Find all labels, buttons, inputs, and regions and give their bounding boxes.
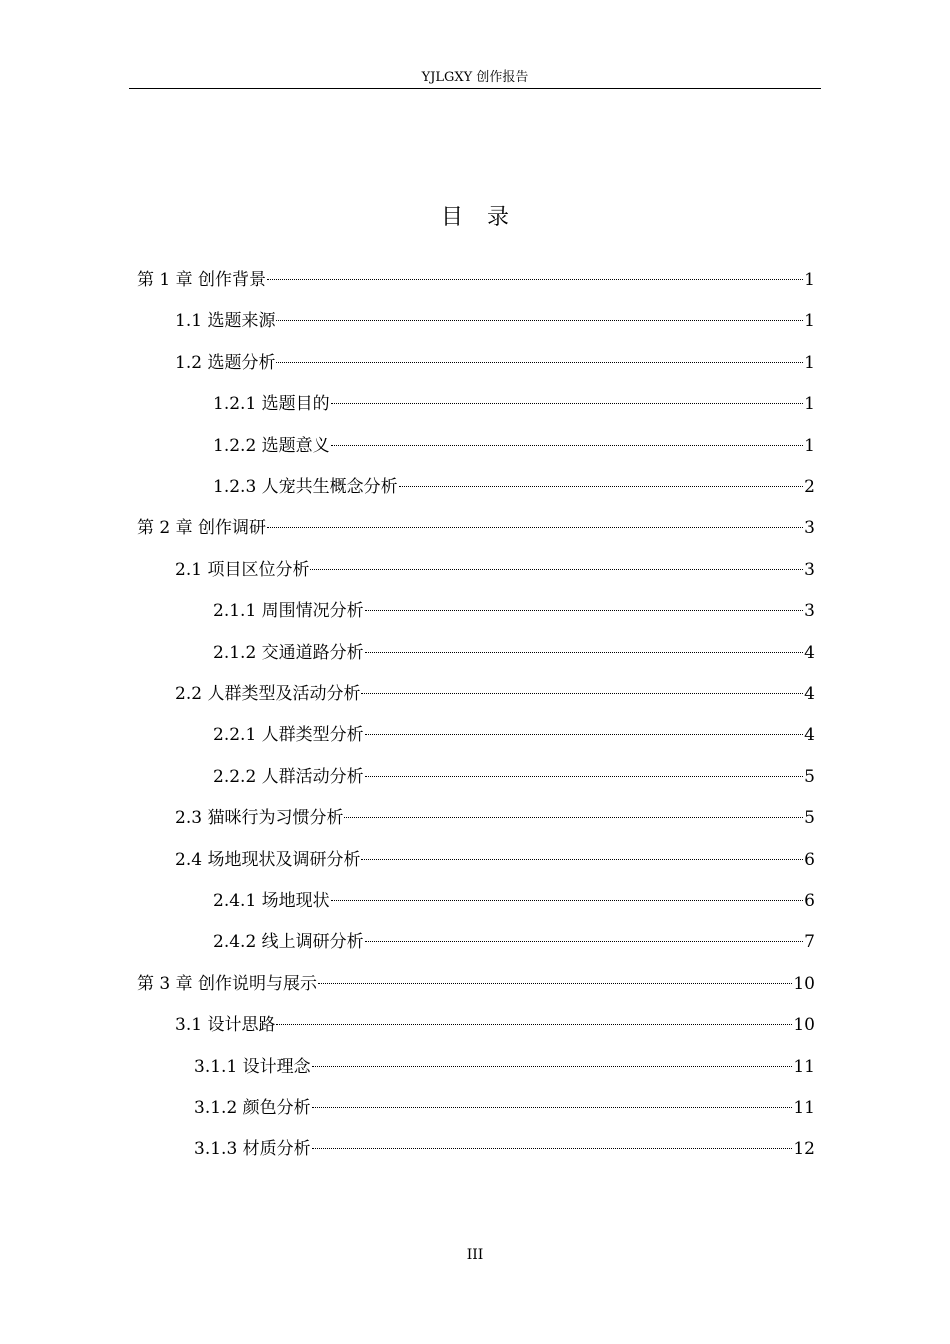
toc-entry[interactable]: [194, 1129, 815, 1169]
toc-entry-label: 2.2 人群类型及活动分析: [175, 684, 361, 704]
toc-entry-page: 1: [804, 270, 815, 290]
toc-entry-page: 11: [793, 1098, 815, 1118]
toc-entry[interactable]: [213, 467, 815, 507]
toc-entry-label: 3.1.3 材质分析: [194, 1139, 311, 1160]
toc-entry[interactable]: [213, 633, 815, 673]
toc-dot-leader: [276, 320, 803, 321]
toc-entry-label: 2.2.2 人群活动分析: [213, 766, 364, 787]
toc-entry[interactable]: [194, 1047, 815, 1087]
toc-entry-page: 1: [804, 394, 815, 415]
toc-dot-leader: [365, 652, 804, 653]
toc-entry-page: 1: [804, 435, 815, 456]
toc-entry-page: 5: [804, 808, 815, 829]
toc-entry-page: 4: [804, 725, 815, 746]
toc-entry-page: 5: [804, 766, 815, 787]
toc-dot-leader: [344, 817, 803, 818]
toc-dot-leader: [267, 527, 803, 528]
toc-entry[interactable]: [194, 1088, 815, 1128]
header-rule: [129, 88, 821, 89]
toc-dot-leader: [361, 693, 803, 694]
toc-entry-page: 3: [804, 559, 815, 580]
toc-entry-page: 11: [793, 1056, 815, 1077]
toc-entry-label: 1.2.2 选题意义: [213, 435, 330, 456]
toc-entry[interactable]: [213, 881, 815, 921]
toc-entry[interactable]: [213, 591, 815, 631]
toc-entry-label: 2.2.1 人群类型分析: [213, 725, 364, 746]
toc-entry-label: 1.1 选题来源: [175, 311, 276, 332]
toc-dot-leader: [310, 569, 803, 570]
toc-entry-page: 1: [804, 352, 815, 373]
toc-entry[interactable]: [175, 674, 815, 714]
toc-entry-label: 2.1.2 交通道路分析: [213, 642, 364, 663]
toc-dot-leader: [331, 445, 804, 446]
toc-entry-page: 4: [804, 642, 815, 663]
toc-entry-page: 10: [793, 1015, 815, 1036]
toc-dot-leader: [365, 941, 804, 942]
toc-dot-leader: [312, 1148, 793, 1149]
toc-entry-label: 3.1.1 设计理念: [194, 1056, 311, 1077]
toc-dot-leader: [318, 983, 792, 984]
toc-entry-label: 第 3 章 创作说明与展示: [137, 973, 318, 994]
toc-entry-page: 10: [793, 973, 815, 994]
toc-dot-leader: [399, 486, 804, 487]
toc-entry-label: 2.1.1 周围情况分析: [213, 601, 364, 622]
toc-dot-leader: [365, 734, 804, 735]
toc-entry-label: 3.1.2 颜色分析: [194, 1098, 311, 1118]
toc-dot-leader: [276, 1024, 792, 1025]
toc-entry[interactable]: [175, 1005, 815, 1045]
toc-entry[interactable]: [213, 922, 815, 962]
toc-entry-page: 12: [793, 1139, 815, 1160]
toc-entry-page: 3: [804, 601, 815, 622]
toc-entry[interactable]: [213, 384, 815, 424]
toc-entry[interactable]: [175, 798, 815, 838]
toc-dot-leader: [361, 859, 803, 860]
toc-entry[interactable]: [175, 301, 815, 341]
toc-entry-page: 6: [804, 849, 815, 870]
toc-entry-page: 6: [804, 891, 815, 911]
toc-entry-label: 1.2.1 选题目的: [213, 394, 330, 415]
toc-dot-leader: [365, 610, 804, 611]
toc-entry-label: 第 1 章 创作背景: [137, 270, 267, 290]
toc-entry[interactable]: [175, 550, 815, 590]
toc-entry-label: 3.1 设计思路: [175, 1015, 276, 1036]
toc-entry[interactable]: [137, 508, 815, 548]
toc-dot-leader: [365, 776, 804, 777]
page-number: III: [466, 1247, 484, 1263]
toc-entry[interactable]: [213, 715, 815, 755]
toc-dot-leader: [331, 403, 804, 404]
toc-title: 目录: [440, 205, 533, 230]
toc-entry-label: 2.4 场地现状及调研分析: [175, 849, 361, 870]
toc-entry[interactable]: [137, 260, 815, 300]
toc-dot-leader: [312, 1066, 793, 1067]
toc-entry-page: 1: [804, 311, 815, 332]
toc-entry-label: 2.4.1 场地现状: [213, 891, 330, 911]
toc-entry[interactable]: [175, 343, 815, 383]
toc-entry[interactable]: [213, 426, 815, 466]
toc-dot-leader: [312, 1107, 793, 1108]
toc-dot-leader: [276, 362, 803, 363]
toc-entry-label: 第 2 章 创作调研: [137, 518, 267, 539]
toc-dot-leader: [331, 900, 804, 901]
toc-entry[interactable]: [213, 757, 815, 797]
page-header: YJLGXY 创作报告: [421, 70, 529, 85]
toc-entry-label: 2.3 猫咪行为习惯分析: [175, 808, 344, 829]
toc-entry-label: 1.2 选题分析: [175, 352, 276, 373]
toc-entry-page: 2: [804, 477, 815, 497]
toc-dot-leader: [267, 279, 803, 280]
toc-entry[interactable]: [175, 840, 815, 880]
toc-entry-label: 1.2.3 人宠共生概念分析: [213, 477, 398, 497]
toc-entry-label: 2.1 项目区位分析: [175, 559, 310, 580]
toc-entry-page: 7: [804, 932, 815, 953]
toc-entry[interactable]: [137, 964, 815, 1004]
toc-entry-label: 2.4.2 线上调研分析: [213, 932, 364, 953]
toc-entry-page: 4: [804, 684, 815, 704]
toc-entry-page: 3: [804, 518, 815, 539]
